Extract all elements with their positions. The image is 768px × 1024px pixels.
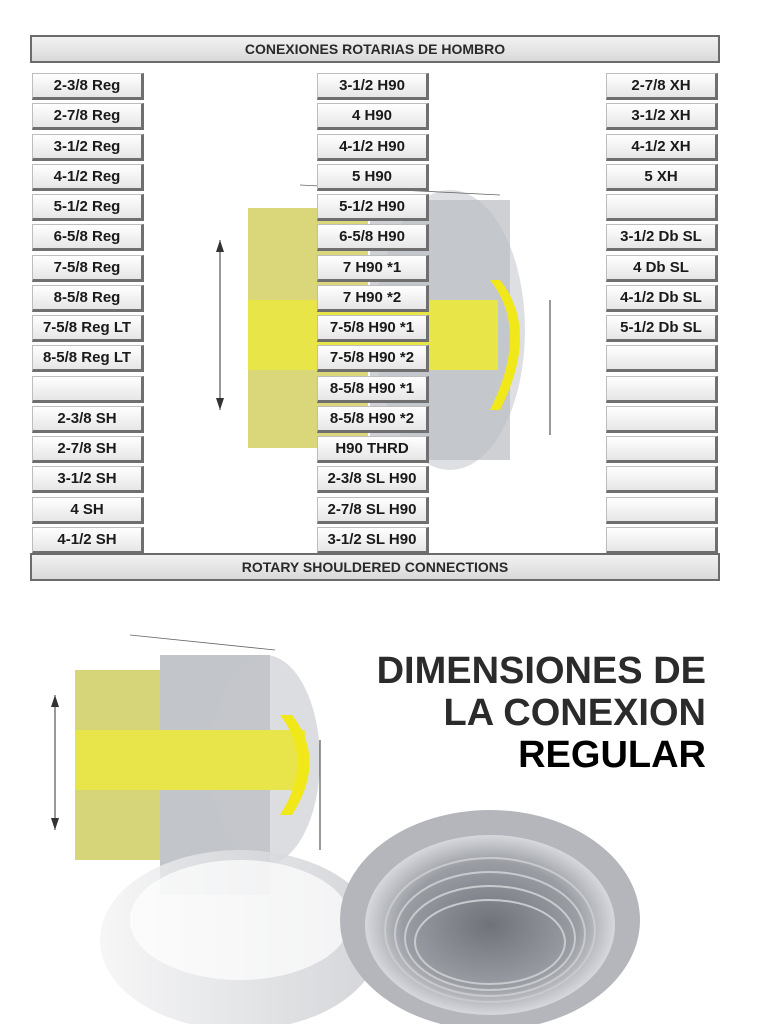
cell-right-13	[606, 436, 718, 463]
cell-left-15: 4 SH	[32, 497, 144, 524]
headline	[377, 650, 706, 776]
cell-mid-13: H90 THRD	[317, 436, 429, 463]
cell-right-6: 3-1/2 Db SL	[606, 224, 718, 251]
cell-left-8: 8-5/8 Reg	[32, 285, 144, 312]
cell-left-7: 7-5/8 Reg	[32, 255, 144, 282]
cell-right-4: 5 XH	[606, 164, 718, 191]
cell-right-14	[606, 466, 718, 493]
cell-left-3: 3-1/2 Reg	[32, 134, 144, 161]
cell-left-1: 2-3/8 Reg	[32, 73, 144, 100]
cell-right-11	[606, 376, 718, 403]
cell-mid-7: 7 H90 *1	[317, 255, 429, 282]
right-column	[606, 73, 718, 557]
cell-left-16: 4-1/2 SH	[32, 527, 144, 554]
cell-mid-9: 7-5/8 H90 *1	[317, 315, 429, 342]
cell-mid-2: 4 H90	[317, 103, 429, 130]
headline-line-2: LA CONEXION	[443, 692, 706, 734]
cell-right-1: 2-7/8 XH	[606, 73, 718, 100]
cell-mid-8: 7 H90 *2	[317, 285, 429, 312]
headline-line-3: REGULAR	[518, 734, 706, 776]
cell-mid-5: 5-1/2 H90	[317, 194, 429, 221]
cell-right-5	[606, 194, 718, 221]
headline-line-1: DIMENSIONES DE	[376, 650, 706, 692]
cell-mid-15: 2-7/8 SL H90	[317, 497, 429, 524]
cell-right-2: 3-1/2 XH	[606, 103, 718, 130]
left-column	[32, 73, 144, 557]
cell-left-5: 5-1/2 Reg	[32, 194, 144, 221]
cell-mid-3: 4-1/2 H90	[317, 134, 429, 161]
cell-mid-6: 6-5/8 H90	[317, 224, 429, 251]
cell-right-16	[606, 527, 718, 554]
cell-right-12	[606, 406, 718, 433]
table-title-spanish: CONEXIONES ROTARIAS DE HOMBRO	[30, 35, 720, 63]
cell-left-14: 3-1/2 SH	[32, 466, 144, 493]
cell-mid-12: 8-5/8 H90 *2	[317, 406, 429, 433]
table-title-english: ROTARY SHOULDERED CONNECTIONS	[30, 553, 720, 581]
cell-left-4: 4-1/2 Reg	[32, 164, 144, 191]
cell-left-9: 7-5/8 Reg LT	[32, 315, 144, 342]
cell-right-7: 4 Db SL	[606, 255, 718, 282]
cell-left-12: 2-3/8 SH	[32, 406, 144, 433]
cell-mid-1: 3-1/2 H90	[317, 73, 429, 100]
cell-right-9: 5-1/2 Db SL	[606, 315, 718, 342]
connections-table	[30, 33, 720, 581]
cell-mid-14: 2-3/8 SL H90	[317, 466, 429, 493]
cell-right-3: 4-1/2 XH	[606, 134, 718, 161]
cell-right-15	[606, 497, 718, 524]
middle-column	[317, 73, 429, 557]
cell-right-10	[606, 345, 718, 372]
cell-left-11	[32, 376, 144, 403]
cell-left-2: 2-7/8 Reg	[32, 103, 144, 130]
cell-mid-10: 7-5/8 H90 *2	[317, 345, 429, 372]
cell-left-10: 8-5/8 Reg LT	[32, 345, 144, 372]
cell-left-6: 6-5/8 Reg	[32, 224, 144, 251]
cell-mid-11: 8-5/8 H90 *1	[317, 376, 429, 403]
cell-mid-4: 5 H90	[317, 164, 429, 191]
cell-right-8: 4-1/2 Db SL	[606, 285, 718, 312]
threaded-parts-photo	[90, 800, 690, 1024]
cell-left-13: 2-7/8 SH	[32, 436, 144, 463]
cell-mid-16: 3-1/2 SL H90	[317, 527, 429, 554]
